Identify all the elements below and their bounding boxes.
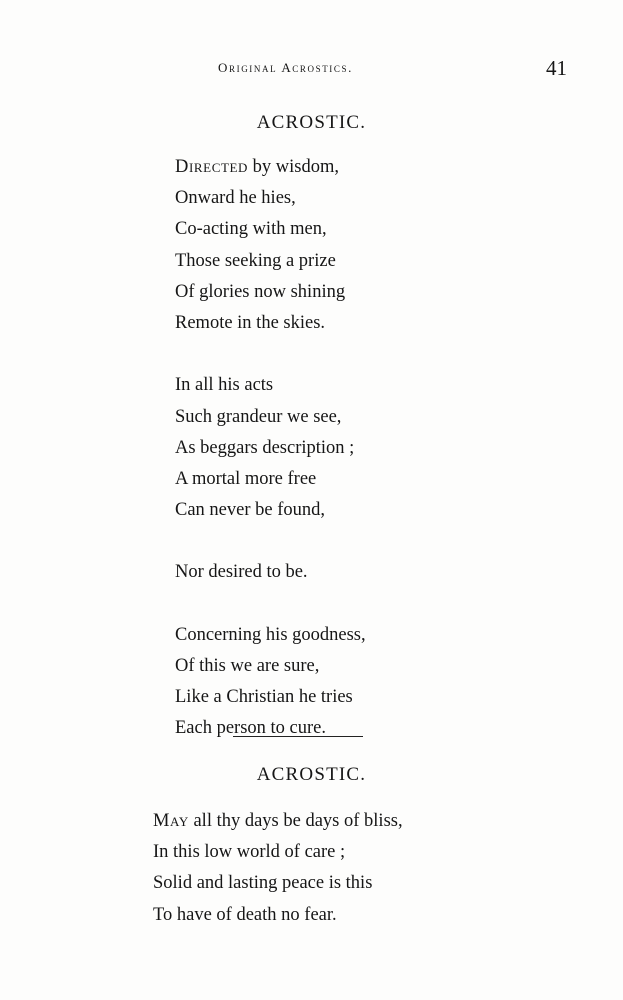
poem-line: To have of death no fear.: [153, 904, 337, 925]
poem-line: A mortal more free: [175, 468, 317, 489]
poem-body-2: [153, 806, 403, 931]
running-head: [0, 56, 623, 80]
running-title: Original Acrostics.: [218, 60, 353, 75]
stanza-break: [175, 339, 366, 370]
poem-line: Each person to cure.: [175, 718, 327, 739]
poem-title-1: ACROSTIC.: [256, 112, 367, 133]
poem-line: Remote in the skies.: [175, 312, 326, 333]
poem-line: In this low world of care ;: [153, 842, 346, 863]
poem-line: [153, 806, 403, 837]
poem-line: Like a Christian he tries: [175, 687, 353, 708]
poem-line: In all his acts: [175, 375, 274, 396]
stanza-break: [175, 526, 366, 557]
poem-line: Concerning his goodness,: [175, 624, 366, 645]
line-rest: all thy days be days of bliss,: [188, 811, 403, 831]
poem-line: Such grandeur we see,: [175, 406, 342, 427]
poem-line: Onward he hies,: [175, 188, 296, 209]
poem-title-2: ACROSTIC.: [256, 764, 367, 785]
poem-line: Solid and lasting peace is this: [153, 873, 373, 894]
initial-word: May: [153, 811, 189, 831]
poem-line: Co-acting with men,: [175, 219, 327, 240]
poem-line: Of this we are sure,: [175, 656, 320, 676]
initial-word: Directed: [175, 157, 249, 177]
poem-body-1: [175, 152, 366, 745]
poem-line: Of glories now shining: [175, 281, 346, 302]
poem-line: As beggars description ;: [175, 437, 355, 458]
line-rest: by wisdom,: [248, 157, 340, 177]
poem-line: Can never be found,: [175, 500, 326, 521]
stanza-break: [175, 589, 366, 620]
poem-line: Those seeking a prize: [175, 250, 336, 271]
section-divider: [233, 736, 363, 737]
poem-line: [175, 152, 366, 183]
poem-line: Nor desired to be.: [175, 562, 308, 583]
page-number: 41: [546, 56, 567, 80]
